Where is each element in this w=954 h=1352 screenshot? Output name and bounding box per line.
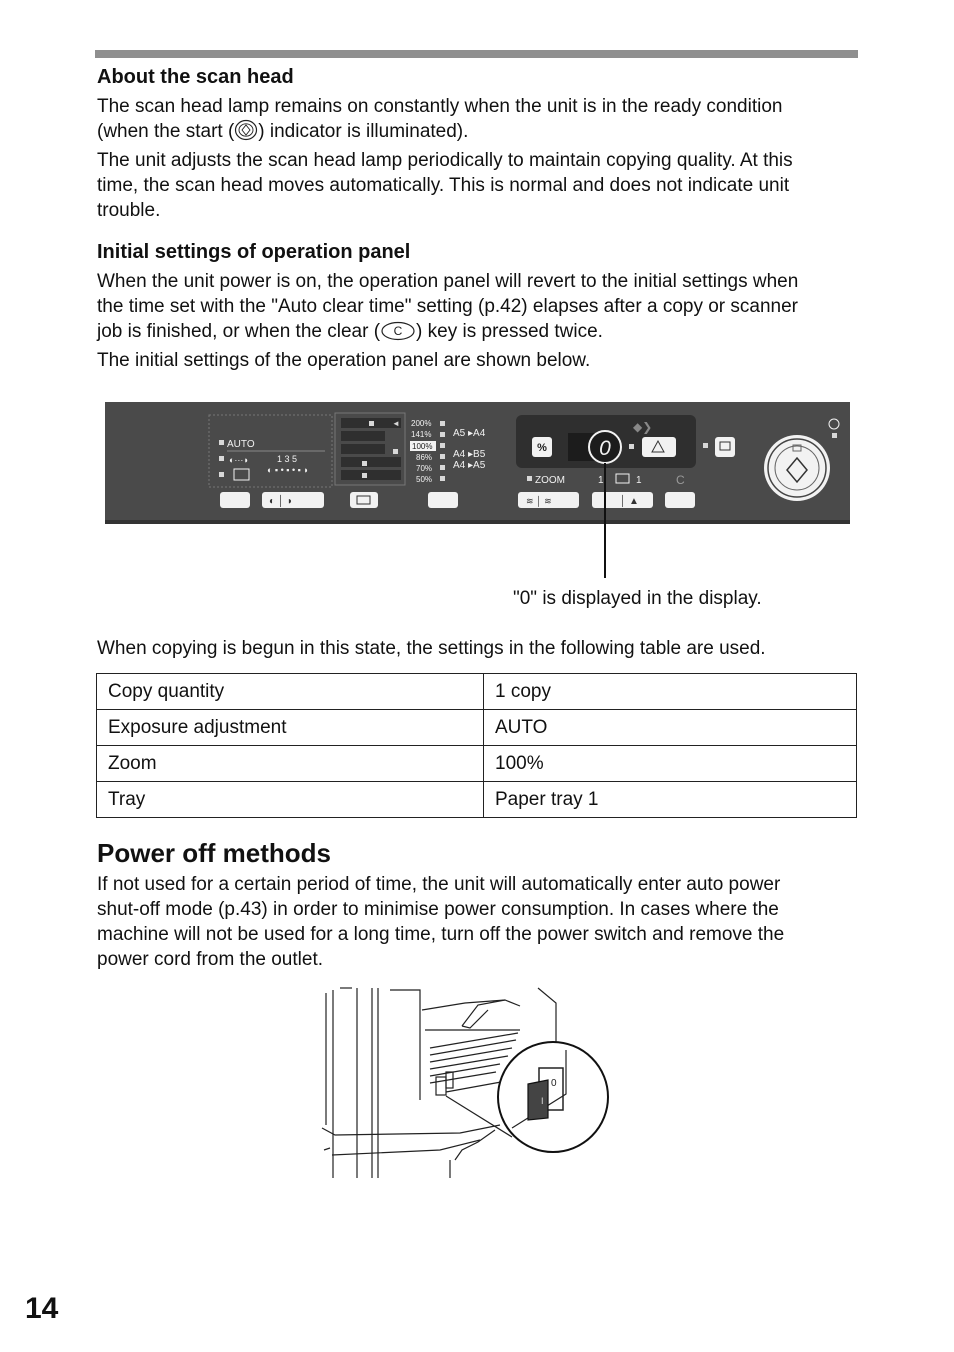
heading-initial-settings: Initial settings of operation panel xyxy=(97,241,411,263)
copy-count-label: 1 xyxy=(636,475,642,486)
heading-scan-head: About the scan head xyxy=(97,66,294,88)
scan-button xyxy=(715,437,735,457)
power-off-text xyxy=(97,872,857,972)
tray-flap xyxy=(462,1000,505,1026)
table-intro xyxy=(97,636,857,661)
tray-number: 1 xyxy=(598,475,604,486)
side-panel xyxy=(538,988,556,1050)
svg-text:C: C xyxy=(393,324,403,338)
vent-line xyxy=(430,1064,500,1076)
switch-rocker-large xyxy=(528,1080,548,1120)
value-cell: AUTO xyxy=(484,710,857,746)
table-row xyxy=(97,782,857,818)
exposure-mode-button xyxy=(220,492,250,508)
vent-line xyxy=(430,1048,512,1062)
zoom-ratio: 70% xyxy=(416,464,433,473)
text-line: The unit adjusts the scan head lamp periodically to maintain copying quality. At this xyxy=(97,150,793,171)
clear-label: C xyxy=(676,473,685,487)
text-fragment: ) key is pressed twice. xyxy=(416,321,603,342)
zoom-led xyxy=(440,454,445,459)
percent-label: % xyxy=(537,442,547,454)
zoom-label: ZOOM xyxy=(535,475,565,486)
clear-key-icon xyxy=(380,321,416,348)
paper-size-label: A4 ▸B5 xyxy=(453,449,486,460)
machine-panel xyxy=(390,990,420,1100)
text-mode-glyph: ◐···◗ xyxy=(229,455,249,465)
text-fragment: ) indicator is illuminated). xyxy=(258,121,469,142)
initial-settings-table xyxy=(96,673,857,818)
table-row xyxy=(97,710,857,746)
tray-slot xyxy=(341,431,385,441)
start-icon xyxy=(234,119,258,148)
text-line: the time set with the "Auto clear time" setting (p.42) elapses after a copy or scanner xyxy=(97,296,798,317)
tray-led xyxy=(369,421,374,426)
setting-cell: Exposure adjustment xyxy=(97,710,484,746)
zoom-ratio: 50% xyxy=(416,475,433,484)
base-line xyxy=(332,1140,480,1155)
base-line xyxy=(324,1148,330,1150)
switch-housing xyxy=(436,1077,446,1095)
power-switch-illustration xyxy=(0,980,954,1190)
setting-cell: Copy quantity xyxy=(97,674,484,710)
top-rule xyxy=(95,50,858,58)
zoom-ratio: 200% xyxy=(411,419,432,428)
exposure-adjust-glyph: ◐ │ ◗ xyxy=(269,496,293,507)
tray-select-button xyxy=(350,492,378,508)
zoom-ratio: 86% xyxy=(416,453,433,462)
zoom-led xyxy=(440,421,445,426)
auto-label: AUTO xyxy=(227,439,255,450)
text-line xyxy=(97,119,857,148)
tray-arrow-glyph: ◄ xyxy=(392,419,400,428)
zoom-led xyxy=(440,432,445,437)
text-line: trouble. xyxy=(97,200,161,221)
value-cell: 1 copy xyxy=(484,674,857,710)
power-save-led xyxy=(832,433,837,438)
auto-led xyxy=(219,440,224,445)
text-line: When copying is begun in this state, the settings in the following table are used. xyxy=(97,638,766,659)
tray-slot xyxy=(341,457,401,467)
display-digit: 0 xyxy=(599,437,611,460)
setting-cell: Tray xyxy=(97,782,484,818)
tray-slot xyxy=(341,470,401,480)
leader-line xyxy=(446,1082,501,1092)
text-line: shut-off mode (p.43) in order to minimise power consumption. In cases where the xyxy=(97,899,779,920)
paper-size-label: A4 ▸A5 xyxy=(453,460,486,471)
vent-line xyxy=(430,1040,516,1055)
text-mode-led xyxy=(219,456,224,461)
zoom-button-glyph: ≋ │ ≋ xyxy=(526,496,552,506)
text-line: When the unit power is on, the operation panel will revert to the initial settings when xyxy=(97,271,799,292)
zoom-ratio: 141% xyxy=(411,430,432,439)
table-row xyxy=(97,674,857,710)
operation-panel-illustration xyxy=(0,390,954,580)
quantity-button-glyph: │ ▲ xyxy=(620,496,639,507)
initial-settings-text xyxy=(97,269,857,373)
panel-edge xyxy=(105,520,850,524)
scale-label: 1 3 5 xyxy=(277,454,298,464)
text-line: The initial settings of the operation panel are shown below. xyxy=(97,350,591,371)
text-line: If not used for a certain period of time, the unit will automatically enter auto power xyxy=(97,874,781,895)
zoom-led xyxy=(527,476,532,481)
zoom-led xyxy=(440,465,445,470)
scan-led xyxy=(703,443,708,448)
text-line: The scan head lamp remains on constantly when the unit is in the ready condition xyxy=(97,96,783,117)
setting-cell: Zoom xyxy=(97,746,484,782)
text-fragment: job is finished, or when the clear ( xyxy=(97,321,381,342)
text-fragment: (when the start ( xyxy=(97,121,235,142)
magnifier-circle xyxy=(498,1042,608,1152)
zoom-ratio: 100% xyxy=(412,442,433,451)
value-cell: 100% xyxy=(484,746,857,782)
switch-off-mark: 0 xyxy=(551,1078,557,1089)
base-line xyxy=(322,1125,500,1135)
text-line: time, the scan head moves automatically. This is normal and does not indicate unit xyxy=(97,175,790,196)
switch-on-mark: I xyxy=(541,1096,544,1106)
tray-flap xyxy=(462,1010,488,1028)
tray-slot xyxy=(341,444,385,454)
scan-head-text xyxy=(97,94,857,223)
zoom-led xyxy=(440,476,445,481)
vent-line xyxy=(430,1056,508,1069)
tray-top xyxy=(422,1000,520,1010)
zoom-led xyxy=(440,443,445,448)
photo-mode-led xyxy=(219,472,224,477)
text-line: power cord from the outlet. xyxy=(97,949,323,970)
exposure-scale-glyph: ◐ ▪ • ▪ • ▪ ◗ xyxy=(267,465,309,475)
page-number: 14 xyxy=(25,1292,59,1325)
tray-led xyxy=(362,473,367,478)
paper-size-label: A5 ▸A4 xyxy=(453,428,486,439)
tray-led xyxy=(393,449,398,454)
heading-power-off: Power off methods xyxy=(97,838,332,868)
indicator-glyph: ◆❯ xyxy=(633,420,653,434)
original-to-copy-button xyxy=(642,437,676,457)
zoom-preset-button xyxy=(428,492,458,508)
vent-line xyxy=(430,1033,518,1048)
clear-button xyxy=(665,492,695,508)
tray-led xyxy=(362,461,367,466)
text-line: machine will not be used for a long time, turn off the power switch and remove the xyxy=(97,924,785,945)
display-caption: "0" is displayed in the display. xyxy=(513,588,762,609)
table-row xyxy=(97,746,857,782)
text-line xyxy=(97,319,857,348)
value-cell: Paper tray 1 xyxy=(484,782,857,818)
display-led xyxy=(629,444,634,449)
